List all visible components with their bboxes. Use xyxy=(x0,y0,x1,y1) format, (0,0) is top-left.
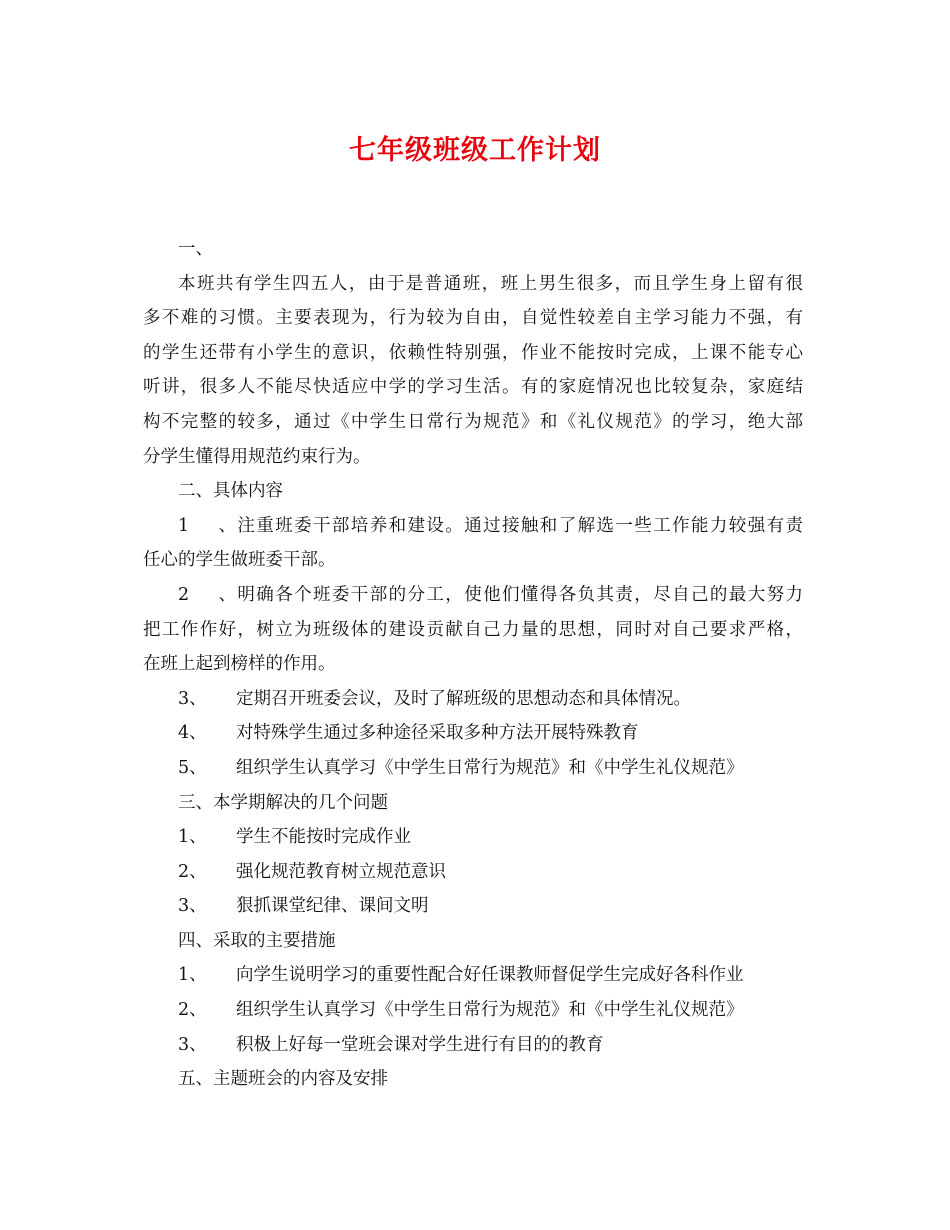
list-item-number: 1、 xyxy=(178,965,207,986)
list-item xyxy=(143,889,803,924)
section-heading: 四、采取的主要措施 xyxy=(178,930,336,951)
list-item-text: 积极上好每一堂班会课对学生进行有目的的教育 xyxy=(236,1034,604,1055)
list-item-number: 1、 xyxy=(178,827,207,848)
list-item-text: 组织学生认真学习《中学生日常行为规范》和《中学生礼仪规范》 xyxy=(236,1000,744,1021)
list-item-number: 3、 xyxy=(178,1034,207,1055)
document-title: 七年级班级工作计划 xyxy=(349,135,601,166)
list-item-number: 4、 xyxy=(178,723,207,744)
paragraph xyxy=(143,267,803,475)
list-item-text: 组织学生认真学习《中学生日常行为规范》和《中学生礼仪规范》 xyxy=(236,757,744,778)
list-item xyxy=(143,751,803,786)
list-item-text: 注重班委干部培养和建设。通过接触和了解选一些工作能力较强有责 xyxy=(236,515,803,536)
list-item-line xyxy=(143,578,803,613)
list-item-text: 明确各个班委干部的分工，使他们懂得各负其责，尽自己的最大努力 xyxy=(236,584,803,605)
list-item-number: 5、 xyxy=(178,757,207,778)
paragraph-line: 构不完整的较多，通过《中学生日常行为规范》和《礼仪规范》的学习，绝大部 xyxy=(143,411,803,432)
paragraph-line: 分学生懂得用规范约束行为。 xyxy=(143,446,371,467)
list-item xyxy=(143,682,803,717)
list-item xyxy=(143,855,803,890)
list-item xyxy=(143,993,803,1028)
list-item-number: 2、 xyxy=(178,861,207,882)
document-body xyxy=(143,232,803,1097)
paragraph-line: 本班共有学生四五人，由于是普通班，班上男生很多，而且学生身上留有很 xyxy=(178,273,803,294)
list-item-text: 对特殊学生通过多种途径采取多种方法开展特殊教育 xyxy=(236,723,639,744)
list-item-text: 定期召开班委会议，及时了解班级的思想动态和具体情况。 xyxy=(236,688,691,709)
list-item xyxy=(143,716,803,751)
list-item-line: 把工作作好，树立为班级体的建设贡献自己力量的思想，同时对自己要求严格， xyxy=(143,619,803,640)
list-item-number: 3、 xyxy=(178,896,207,917)
section-heading: 三、本学期解决的几个问题 xyxy=(178,792,388,813)
paragraph-line: 多不难的习惯。主要表现为，行为较为自由，自觉性较差自主学习能力不强，有 xyxy=(143,308,803,329)
paragraph-line: 听讲，很多人不能尽快适应中学的学习生活。有的家庭情况也比较复杂，家庭结 xyxy=(143,377,803,398)
list-item xyxy=(143,509,803,578)
list-item-line: 在班上起到榜样的作用。 xyxy=(143,654,336,675)
section-heading: 二、具体内容 xyxy=(178,481,283,502)
list-item-number: 1、 xyxy=(178,515,236,536)
list-item-text: 向学生说明学习的重要性配合好任课教师督促学生完成好各科作业 xyxy=(236,965,744,986)
list-item-line xyxy=(143,509,803,544)
list-item xyxy=(143,820,803,855)
list-item-text: 学生不能按时完成作业 xyxy=(236,827,411,848)
list-item-text: 狠抓课堂纪律、课间文明 xyxy=(236,896,429,917)
list-item-number: 2、 xyxy=(178,1000,207,1021)
section-heading: 一、 xyxy=(178,239,213,259)
list-item xyxy=(143,958,803,993)
list-item-line: 任心的学生做班委干部。 xyxy=(143,550,336,571)
list-item-number: 2、 xyxy=(178,584,236,605)
list-item xyxy=(143,1028,803,1063)
list-item xyxy=(143,578,803,682)
list-item-text: 强化规范教育树立规范意识 xyxy=(236,861,446,882)
list-item-number: 3、 xyxy=(178,688,207,709)
section-heading: 五、主题班会的内容及安排 xyxy=(178,1069,388,1090)
paragraph-line: 的学生还带有小学生的意识，依赖性特别强，作业不能按时完成，上课不能专心 xyxy=(143,342,803,363)
